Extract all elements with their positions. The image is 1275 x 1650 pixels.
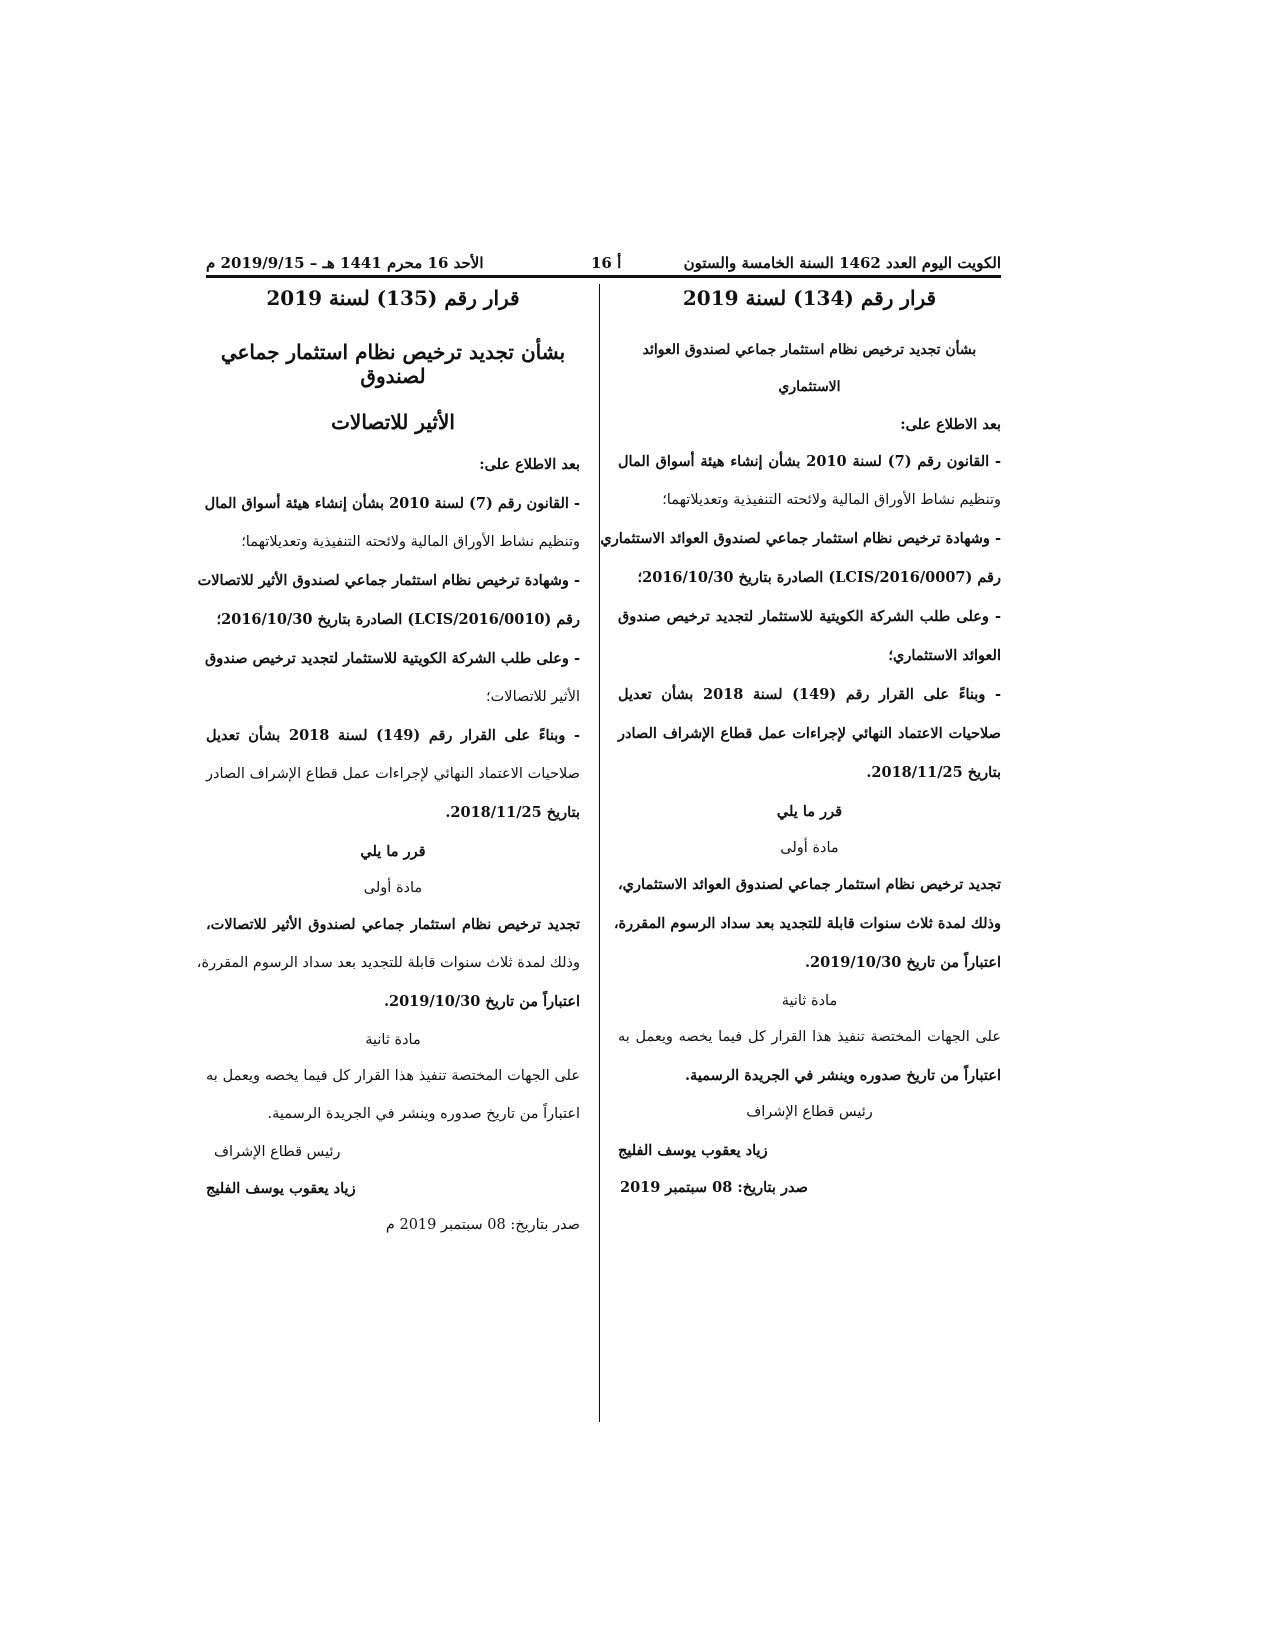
recital: رقم (LCIS/2016/0010) الصادرة بتاريخ 2016/10/30؛ <box>216 611 580 628</box>
preamble: بعد الاطلاع على: <box>479 456 580 473</box>
recital: الأثير للاتصالات؛ <box>486 689 580 705</box>
issue-date: الأحد 16 محرم 1441 هـ – 2019/9/15 م <box>206 254 484 272</box>
page-number: أ 16 <box>591 254 622 272</box>
article-title: مادة أولى <box>780 840 839 856</box>
recital: وتنظيم نشاط الأوراق المالية ولائحته التنفيذية وتعديلاتهما؛ <box>662 492 1001 508</box>
article-text: على الجهات المختصة تنفيذ هذا القرار كل فيما يخصه ويعمل به <box>206 1068 580 1084</box>
gazette-issue: الكويت اليوم العدد 1462 السنة الخامسة والستون <box>683 254 1001 272</box>
decided-heading: قرر ما يلي <box>776 803 843 820</box>
decision-title: قرار رقم (135) لسنة 2019 <box>266 286 520 310</box>
preamble: بعد الاطلاع على: <box>900 416 1001 433</box>
recital: رقم (LCIS/2016/0007) الصادرة بتاريخ 2016/10/30؛ <box>637 569 1001 586</box>
recital: - وبناءً على القرار رقم (149) لسنة 2018 بشأن تعديل <box>206 727 581 744</box>
decision-title: قرار رقم (134) لسنة 2019 <box>682 286 937 310</box>
decision-subject: بشأن تجديد ترخيص نظام استثمار جماعي لصندوق <box>220 340 566 388</box>
recital: - وشهادة ترخيص نظام استثمار جماعي لصندوق العوائد الاستثماري <box>600 530 1001 547</box>
decision-135 <box>196 286 581 1233</box>
article-text: تجديد ترخيص نظام استثمار جماعي لصندوق الأثير للاتصالات، <box>206 916 580 933</box>
article-title: مادة أولى <box>363 880 423 896</box>
decision-subject: بشأن تجديد ترخيص نظام استثمار جماعي لصندوق العوائد <box>642 342 977 358</box>
decision-subject: الأثير للاتصالات <box>331 410 455 434</box>
article-title: مادة ثانية <box>365 1032 421 1048</box>
recital: - القانون رقم (7) لسنة 2010 بشأن إنشاء هيئة أسواق المال <box>204 495 580 512</box>
recital: - وشهادة ترخيص نظام استثمار جماعي لصندوق الأثير للاتصالات <box>197 572 580 589</box>
recital: صلاحيات الاعتماد النهائي لإجراءات عمل قطاع الإشراف الصادر <box>206 766 580 782</box>
article-text: وذلك لمدة ثلاث سنوات قابلة للتجديد بعد سداد الرسوم المقررة، <box>196 955 580 971</box>
article-title: مادة ثانية <box>781 993 838 1009</box>
recital: - وعلى طلب الشركة الكويتية للاستثمار لتجديد ترخيص صندوق <box>618 608 1001 625</box>
recital: - القانون رقم (7) لسنة 2010 بشأن إنشاء هيئة أسواق المال <box>618 453 1002 470</box>
recital: بتاريخ 2018/11/25. <box>866 764 1001 781</box>
article-text: اعتباراً من تاريخ صدوره وينشر في الجريدة الرسمية. <box>267 1106 580 1122</box>
recital: صلاحيات الاعتماد النهائي لإجراءات عمل قطاع الإشراف الصادر <box>618 725 1001 742</box>
recital: العوائد الاستثماري؛ <box>888 647 1001 664</box>
recital: بتاريخ 2018/11/25. <box>445 804 580 821</box>
article-text: على الجهات المختصة تنفيذ هذا القرار كل فيما يخصه ويعمل به <box>618 1029 1001 1045</box>
article-text: وذلك لمدة ثلاث سنوات قابلة للتجديد بعد سداد الرسوم المقررة، <box>613 915 1001 932</box>
recital: - وبناءً على القرار رقم (149) لسنة 2018 بشأن تعديل <box>618 686 1002 703</box>
signatory-name: زياد يعقوب يوسف الفليج <box>206 1180 356 1197</box>
recital: - وعلى طلب الشركة الكويتية للاستثمار لتجديد ترخيص صندوق <box>205 650 580 667</box>
decided-heading: قرر ما يلي <box>360 843 426 860</box>
article-text: اعتباراً من تاريخ 2019/10/30. <box>383 993 580 1010</box>
article-text: اعتباراً من تاريخ 2019/10/30. <box>804 954 1001 971</box>
signatory-title: رئيس قطاع الإشراف <box>214 1144 341 1160</box>
decision-134 <box>600 286 1002 1196</box>
header-rule <box>206 275 1001 278</box>
issue-date-stamp: صدر بتاريخ: 08 سبتمبر 2019 م <box>385 1217 580 1233</box>
decision-subject: الاستثماري <box>778 379 841 395</box>
issue-date-stamp: صدر بتاريخ: 08 سبتمبر 2019 <box>620 1179 808 1196</box>
column-divider <box>599 284 600 1422</box>
article-text: تجديد ترخيص نظام استثمار جماعي لصندوق العوائد الاستثماري، <box>618 876 1001 893</box>
article-text: اعتباراً من تاريخ صدوره وينشر في الجريدة الرسمية. <box>685 1067 1001 1084</box>
recital: وتنظيم نشاط الأوراق المالية ولائحته التنفيذية وتعديلاتهما؛ <box>241 534 580 550</box>
signatory-title: رئيس قطاع الإشراف <box>746 1104 873 1120</box>
signatory-name: زياد يعقوب يوسف الفليج <box>618 1142 768 1159</box>
